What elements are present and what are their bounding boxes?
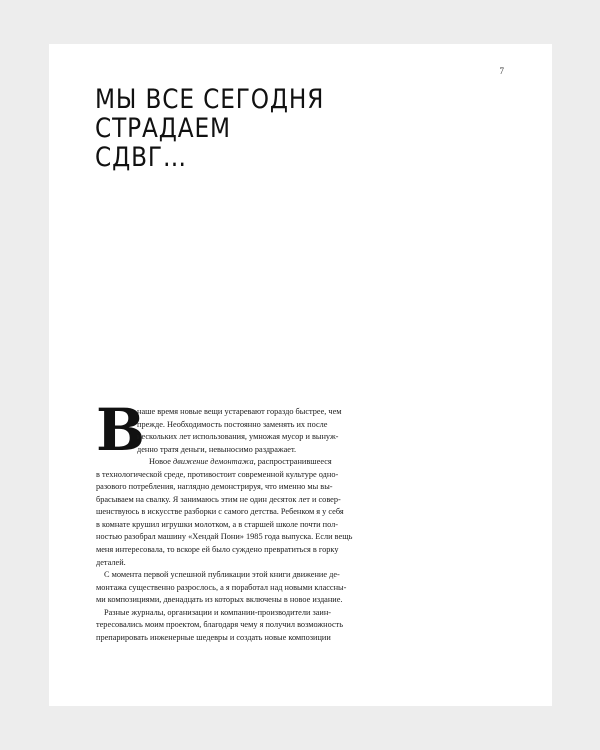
text-line: денно тратя деньги, невыносимо раздражает. [137,444,297,454]
text-line: брасываем на свалку. Я занимаюсь этим не один десяток лет и совер- [96,494,341,504]
paragraph-2 [96,469,367,569]
chapter-title [95,84,325,173]
paragraph-3 [96,569,367,607]
text-line: в технологической среде, противостоит современной культуре одно- [96,469,339,479]
title-line-2: СТРАДАЕМ [95,113,231,144]
book-page [49,44,552,706]
paragraph-1 [96,396,367,469]
text-line: нескольких лет использования, умножая мусор и вынуж- [137,432,339,442]
text-span: , распространившееся [253,457,332,467]
text-line: препарировать инженерные шедевры и создать новые композиции [96,632,331,642]
text-line: меня интересовала, то вскоре ей было суждено превратиться в горку [96,545,339,555]
text-line: разового потребления, наглядно демонстрируя, что именно мы вы- [96,482,333,492]
text-line: шенствуюсь в искусстве разборки с самого детства. Ребенком я у себя [96,507,344,517]
page-number: 7 [499,66,504,76]
text-line: ми композициями, двенадцать из которых включены в новое издание. [96,595,343,605]
text-line: ностью разобрал машину «Хендай Пони» 1985 года выпуска. Если вещь [96,532,353,542]
text-line: тересовались моим проектом, благодаря чему я получил возможность [96,620,344,630]
body-text [96,396,367,644]
paragraph-4 [96,607,367,645]
text-line: монтажа существенно разрослось, а я поработал над новыми классны- [96,582,347,592]
title-line-3: СДВГ… [95,142,187,173]
text-line: прежде. Необходимость постоянно заменять их после [137,419,328,429]
text-line: Разные журналы, организации и компании-производители заин- [104,607,332,617]
drop-cap: В [96,396,146,464]
text-line: деталей. [96,557,126,567]
title-line-1: МЫ ВСЕ СЕГОДНЯ [95,84,325,115]
text-line: в комнате крушил игрушки молотком, а в старшей школе почти пол- [96,519,339,529]
text-line: наше время новые вещи устаревают гораздо быстрее, чем [137,407,342,416]
text-span: Новое [149,457,174,467]
italic-term: движение демонтажа [173,457,254,467]
text-line: С момента первой успешной публикации этой книги движение де- [104,570,340,580]
